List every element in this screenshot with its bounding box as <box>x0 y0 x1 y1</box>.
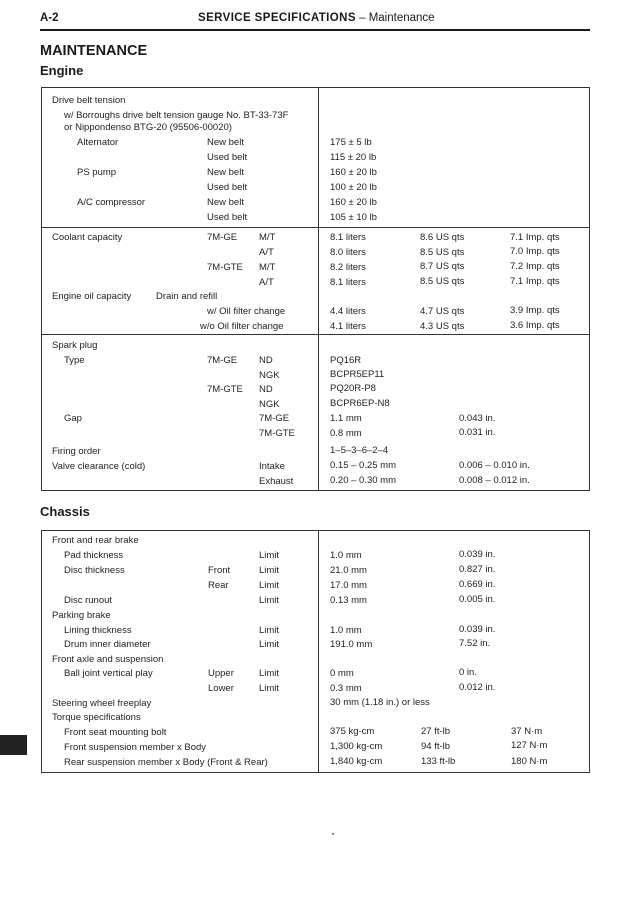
parking-limit: Limit <box>259 625 280 636</box>
torque-kgcm: 375 kg-cm <box>330 726 375 737</box>
coolant-liters: 8.0 liters <box>330 247 366 258</box>
brake-pos: Front <box>208 565 231 576</box>
coolant-us: 8.5 US qts <box>420 276 465 287</box>
spark-plug-label: Spark plug <box>52 340 98 351</box>
torque-item: Front suspension member x Body <box>64 742 207 753</box>
parking-limit: Limit <box>259 639 280 650</box>
brake-in: 0.827 in. <box>459 564 496 575</box>
oil-us: 4.3 US qts <box>420 321 465 332</box>
brake-limit: Limit <box>259 565 280 576</box>
axle-mm: 0.3 mm <box>330 683 362 694</box>
axle-mm: 0 mm <box>330 668 354 679</box>
coolant-us: 8.6 US qts <box>420 232 465 243</box>
spark-brand: ND <box>259 355 273 366</box>
belt-cond: Used belt <box>207 182 248 193</box>
spark-value: BCPR5EP11 <box>330 369 385 380</box>
coolant-trans: M/T <box>259 262 276 273</box>
parking-item: Lining thickness <box>64 625 132 636</box>
parking-brake-label: Parking brake <box>52 610 111 621</box>
torque-nm: 180 N·m <box>511 756 548 767</box>
engine-heading: Engine <box>40 63 84 78</box>
coolant-trans: A/T <box>259 277 274 288</box>
coolant-trans: A/T <box>259 247 274 258</box>
header-rule <box>40 29 590 31</box>
oil-label: Engine oil capacity <box>52 291 132 302</box>
brake-item: Disc runout <box>64 595 113 606</box>
oil-cond: w/ Oil filter change <box>207 306 286 317</box>
valve-mm: 0.20 – 0.30 mm <box>330 475 397 486</box>
parking-mm: 1.0 mm <box>330 625 362 636</box>
oil-imp: 3.6 Imp. qts <box>510 320 560 331</box>
brake-limit: Limit <box>259 550 280 561</box>
torque-nm: 127 N·m <box>511 740 548 751</box>
running-header <box>198 12 435 24</box>
spark-brand: ND <box>259 384 273 395</box>
valve-clearance-label: Valve clearance (cold) <box>52 461 146 472</box>
gap-engine: 7M-GTE <box>259 428 295 439</box>
belt-value: 175 ± 5 lb <box>330 137 372 148</box>
coolant-label: Coolant capacity <box>52 232 123 243</box>
engine-table-border <box>41 87 590 491</box>
brake-limit: Limit <box>259 580 280 591</box>
belt-cond: Used belt <box>207 212 248 223</box>
belt-cond: Used belt <box>207 152 248 163</box>
engine-column-divider <box>318 87 319 491</box>
torque-item: Rear suspension member x Body (Front & Rear) <box>64 757 268 768</box>
belt-value: 115 ± 20 lb <box>330 152 377 163</box>
oil-liters: 4.4 liters <box>330 306 366 317</box>
torque-label: Torque specifications <box>52 712 141 723</box>
brake-label: Front and rear brake <box>52 535 139 546</box>
coolant-trans: M/T <box>259 232 276 243</box>
torque-kgcm: 1,840 kg-cm <box>330 756 383 767</box>
brake-item: Pad thickness <box>64 550 124 561</box>
axle-in: 0.012 in. <box>459 682 496 693</box>
belt-value: 160 ± 20 lb <box>330 167 377 178</box>
page-number: A-2 <box>40 12 59 24</box>
spark-brand: NGK <box>259 370 280 381</box>
belt-item: PS pump <box>77 167 117 178</box>
gap-mm: 1.1 mm <box>330 413 362 424</box>
parking-in: 7.52 in. <box>459 638 491 649</box>
torque-nm: 37 N·m <box>511 726 543 737</box>
torque-ftlb: 133 ft-lb <box>421 756 456 767</box>
spark-type-label: Type <box>64 355 85 366</box>
brake-mm: 1.0 mm <box>330 550 362 561</box>
gap-in: 0.031 in. <box>459 427 496 438</box>
running-header-bold: SERVICE SPECIFICATIONS <box>198 12 356 24</box>
running-header-rest: – Maintenance <box>355 12 435 24</box>
valve-in: 0.006 – 0.010 in. <box>459 460 530 471</box>
spark-engine: 7M-GE <box>207 355 238 366</box>
brake-pos: Rear <box>208 580 229 591</box>
engine-row-divider-1 <box>41 227 590 228</box>
valve-cond: Exhaust <box>259 476 294 487</box>
parking-in: 0.039 in. <box>459 624 496 635</box>
belt-cond: New belt <box>207 167 244 178</box>
brake-mm: 21.0 mm <box>330 565 367 576</box>
belt-value: 100 ± 20 lb <box>330 182 377 193</box>
parking-mm: 191.0 mm <box>330 639 373 650</box>
brake-in: 0.669 in. <box>459 579 496 590</box>
torque-ftlb: 94 ft-lb <box>421 741 451 752</box>
spark-brand: NGK <box>259 399 280 410</box>
section-title: MAINTENANCE <box>40 43 148 59</box>
oil-liters: 4.1 liters <box>330 321 366 332</box>
brake-in: 0.039 in. <box>459 549 496 560</box>
chassis-heading: Chassis <box>40 504 90 519</box>
gap-in: 0.043 in. <box>459 413 496 424</box>
belt-item: Alternator <box>77 137 119 148</box>
gap-mm: 0.8 mm <box>330 428 362 439</box>
coolant-us: 8.7 US qts <box>420 261 465 272</box>
axle-label: Front axle and suspension <box>52 654 164 665</box>
belt-value: 160 ± 20 lb <box>330 197 377 208</box>
spark-gap-label: Gap <box>64 413 82 424</box>
coolant-liters: 8.2 liters <box>330 262 366 273</box>
coolant-imp: 7.1 Imp. qts <box>510 232 560 243</box>
chassis-column-divider <box>318 530 319 773</box>
coolant-imp: 7.0 Imp. qts <box>510 246 560 257</box>
brake-limit: Limit <box>259 595 280 606</box>
oil-imp: 3.9 Imp. qts <box>510 305 560 316</box>
coolant-engine: 7M-GE <box>207 232 238 243</box>
steering-freeplay-label: Steering wheel freeplay <box>52 698 152 709</box>
coolant-us: 8.5 US qts <box>420 247 465 258</box>
oil-us: 4.7 US qts <box>420 306 465 317</box>
valve-in: 0.008 – 0.012 in. <box>459 475 530 486</box>
spark-value: PQ20R-P8 <box>330 383 376 394</box>
oil-sub-label: Drain and refill <box>156 291 218 302</box>
oil-cond: w/o Oil filter change <box>200 321 284 332</box>
brake-in: 0.005 in. <box>459 594 496 605</box>
brake-mm: 0.13 mm <box>330 595 367 606</box>
spark-value: PQ16R <box>330 355 362 366</box>
valve-cond: Intake <box>259 461 285 472</box>
coolant-engine: 7M-GTE <box>207 262 243 273</box>
coolant-imp: 7.2 Imp. qts <box>510 261 560 272</box>
brake-item: Disc thickness <box>64 565 125 576</box>
torque-ftlb: 27 ft-lb <box>421 726 451 737</box>
coolant-imp: 7.1 Imp. qts <box>510 276 560 287</box>
axle-limit: Limit <box>259 683 280 694</box>
axle-pos: Lower <box>208 683 234 694</box>
steering-freeplay-value: 30 mm (1.18 in.) or less <box>330 697 430 708</box>
coolant-liters: 8.1 liters <box>330 277 366 288</box>
valve-mm: 0.15 – 0.25 mm <box>330 460 397 471</box>
axle-limit: Limit <box>259 668 280 679</box>
gap-engine: 7M-GE <box>259 413 290 424</box>
drive-belt-label: Drive belt tension <box>52 95 126 106</box>
spark-value: BCPR6EP-N8 <box>330 398 390 409</box>
brake-mm: 17.0 mm <box>330 580 367 591</box>
belt-cond: New belt <box>207 137 244 148</box>
belt-cond: New belt <box>207 197 244 208</box>
gauge-line-1: w/ Borroughs drive belt tension gauge No. BT-33-73F <box>64 110 289 121</box>
parking-item: Drum inner diameter <box>64 639 151 650</box>
coolant-liters: 8.1 liters <box>330 232 366 243</box>
firing-order-label: Firing order <box>52 446 101 457</box>
gauge-line-2: or Nippondenso BTG-20 (95506-00020) <box>64 122 232 133</box>
firing-order-value: 1–5–3–6–2–4 <box>330 445 389 456</box>
belt-item: A/C compressor <box>77 197 146 208</box>
axle-pos: Upper <box>208 668 234 679</box>
section-tab-marker <box>0 735 27 755</box>
belt-value: 105 ± 10 lb <box>330 212 377 223</box>
engine-row-divider-2 <box>41 334 590 335</box>
torque-item: Front seat mounting bolt <box>64 727 167 738</box>
axle-in: 0 in. <box>459 667 477 678</box>
scan-speck <box>332 833 334 835</box>
axle-item: Ball joint vertical play <box>64 668 153 679</box>
torque-kgcm: 1,300 kg-cm <box>330 741 383 752</box>
spark-engine: 7M-GTE <box>207 384 243 395</box>
